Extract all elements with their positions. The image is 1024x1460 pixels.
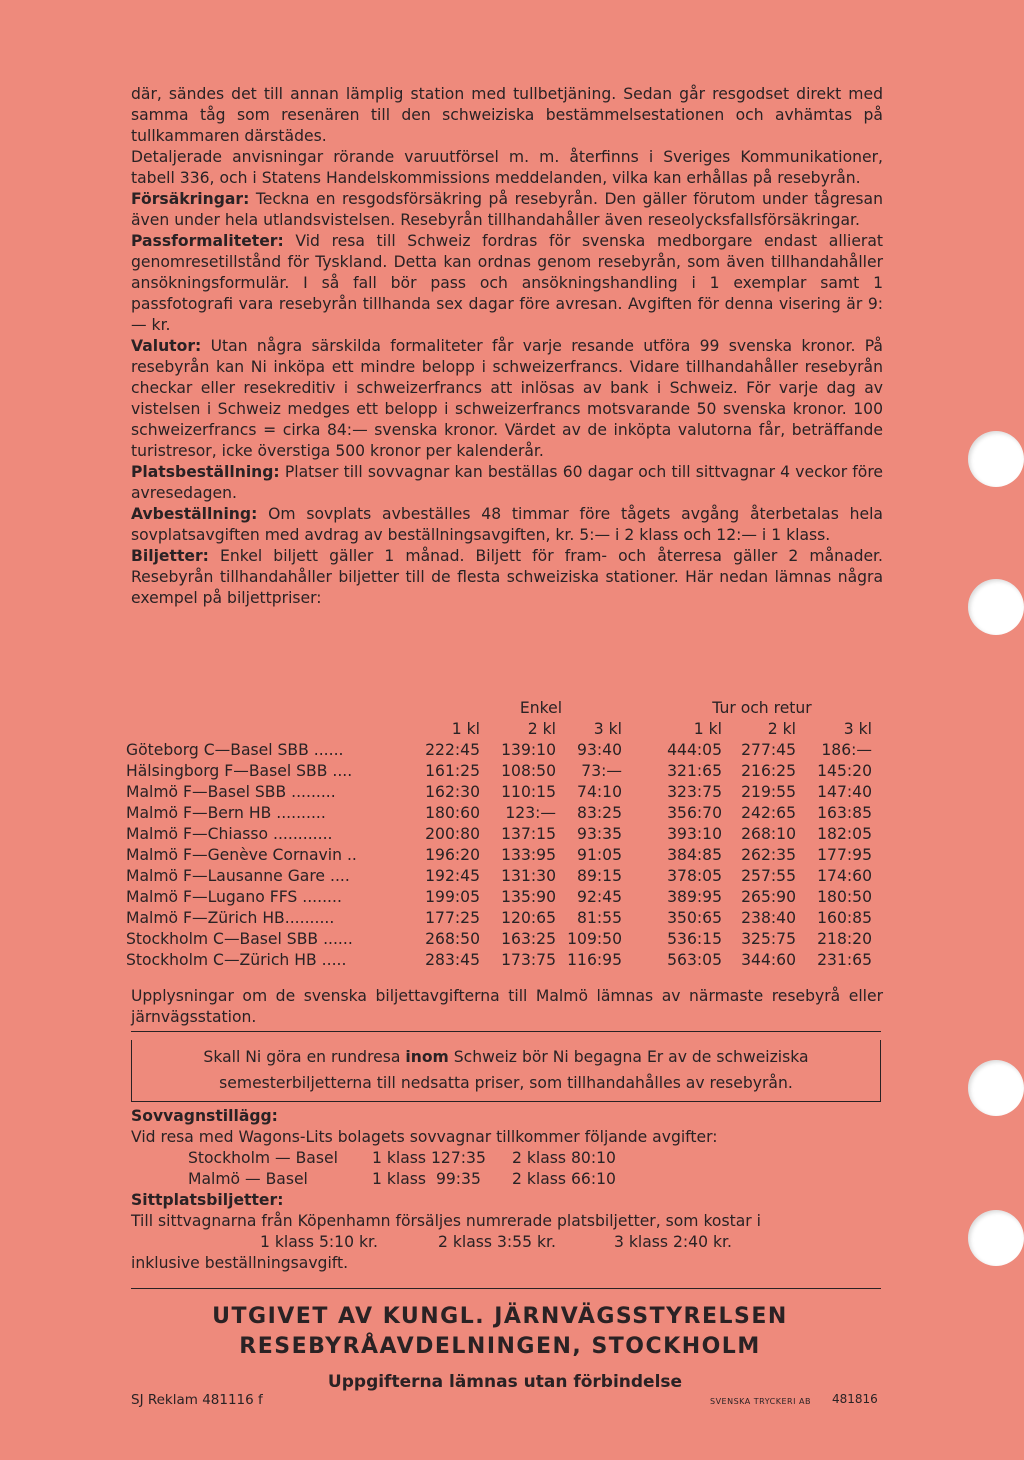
route-cell	[126, 782, 410, 803]
price-cell: 163:25	[501, 930, 556, 948]
punch-hole	[968, 1060, 1024, 1116]
price-row	[126, 824, 872, 845]
price-cell: 268:50	[425, 930, 480, 948]
price-cell: 199:05	[425, 888, 480, 906]
route-cell	[126, 866, 410, 887]
leader-dots: ..........	[284, 909, 335, 927]
box-text: Skall Ni göra en rundresa	[203, 1048, 406, 1066]
price-cell: 350:65	[667, 909, 722, 927]
sleeper-first-class: 1 klass 99:35	[372, 1170, 481, 1188]
sleeper-first-class: 1 klass 127:35	[372, 1149, 486, 1167]
price-row	[126, 740, 872, 761]
punch-hole	[968, 431, 1024, 487]
price-row	[126, 908, 872, 929]
class-header: 3 kl	[593, 720, 622, 738]
paragraph-info: Upplysningar om de svenska biljettavgifterna till Malmö lämnas av närmaste resebyrå eller järnvägsstation.	[131, 987, 883, 1026]
price-cell: 91:05	[577, 846, 622, 864]
leader-dots: ..........	[271, 804, 326, 822]
price-cell: 200:80	[425, 825, 480, 843]
publisher-line-2: RESEBYRÅAVDELNINGEN, STOCKHOLM	[239, 1334, 761, 1359]
route-name: Malmö F—Lausanne Gare	[126, 867, 326, 885]
price-cell: 325:75	[741, 930, 796, 948]
tickets-heading: Biljetter:	[131, 547, 209, 565]
sleeper-heading: Sovvagnstillägg:	[131, 1107, 278, 1125]
price-cell: 283:45	[425, 951, 480, 969]
class-header: 1 kl	[451, 720, 480, 738]
route-cell	[126, 950, 410, 971]
paragraph-tickets	[131, 546, 883, 609]
price-cell: 120:65	[501, 909, 556, 927]
box-top-rule	[131, 1031, 881, 1032]
price-cell: 147:40	[817, 783, 872, 801]
price-cell: 160:85	[817, 909, 872, 927]
seat-section	[131, 1190, 883, 1232]
price-cell: 389:95	[667, 888, 722, 906]
price-cell: 108:50	[501, 762, 556, 780]
sleeper-intro: Vid resa med Wagons-Lits bolagets sovvagnar tillkommer följande avgifter:	[131, 1128, 718, 1146]
price-cell: 393:10	[667, 825, 722, 843]
price-cell: 563:05	[667, 951, 722, 969]
leader-dots: ....	[327, 762, 353, 780]
seat-heading: Sittplatsbiljetter:	[131, 1191, 284, 1209]
box-text: Schweiz bör Ni begagna Er av de schweiziska	[448, 1048, 809, 1066]
route-cell	[126, 740, 410, 761]
leader-dots: ......	[308, 741, 344, 759]
publisher-line-1: UTGIVET AV KUNGL. JÄRNVÄGSSTYRELSEN	[212, 1304, 788, 1329]
price-cell: 222:45	[425, 741, 480, 759]
price-cell: 74:10	[577, 783, 622, 801]
price-cell: 192:45	[425, 867, 480, 885]
class-header: 2 kl	[527, 720, 556, 738]
seat-intro: Till sittvagnarna från Köpenhamn försäljes numrerade platsbiljetter, som kostar i	[131, 1212, 761, 1230]
currency-text: Utan några särskilda formaliteter får varje resande utföra 99 svenska kronor. På resebyrån kan Ni inköpa ett mindre belopp i schweizerfrancs. Vidare tillhandahåller resebyrån checkar eller resekreditiv i schweizerfrancs att inlösas av bank i Schweiz. För varje dag av vistelsen i Schweiz medges ett belopp i schweizerfrancs motsvarande 50 svenska kronor. 100 schweizerfrancs = cirka 84:— svenska kronor. Värdet av de inköpta valutorna får, beträffande turistresor, icke överstiga 500 kronor per kalenderår.	[131, 337, 883, 460]
price-cell: 242:65	[741, 804, 796, 822]
seat-second-class: 2 klass 3:55 kr.	[438, 1233, 556, 1251]
class-header: 3 kl	[843, 720, 872, 738]
paragraph-export: Detaljerade anvisningar rörande varuutförsel m. m. återfinns i Sveriges Kommunikationer, tabell 336, och i Statens Handelskommissions meddelanden, vilka kan erhållas på resebyrån.	[131, 148, 883, 187]
route-name: Göteborg C—Basel SBB	[126, 741, 309, 759]
body-text	[131, 84, 883, 609]
price-cell: 265:90	[741, 888, 796, 906]
sleeper-route: Stockholm — Basel	[188, 1149, 338, 1167]
sleeper-row	[188, 1169, 688, 1190]
price-cell: 384:85	[667, 846, 722, 864]
insurance-heading: Försäkringar:	[131, 190, 250, 208]
after-table-text	[131, 986, 883, 1028]
price-cell: 218:20	[817, 930, 872, 948]
class-header: 2 kl	[767, 720, 796, 738]
punch-hole	[968, 579, 1024, 635]
price-cell: 123:—	[505, 804, 556, 822]
price-cell: 219:55	[741, 783, 796, 801]
roundtrip-box	[131, 1040, 881, 1102]
paragraph-insurance	[131, 189, 883, 231]
box-bottom-rule	[131, 1101, 881, 1102]
price-cell: 137:15	[501, 825, 556, 843]
paragraph-customs: där, sändes det till annan lämplig station med tullbetjäning. Sedan går resgodset direkt med samma tåg som resenären till den schweiziska bestämmelsestationen och avhämtas på tullkammaren därstädes.	[131, 85, 883, 145]
price-cell: 321:65	[667, 762, 722, 780]
reservation-heading: Platsbeställning:	[131, 463, 280, 481]
sleeper-route: Malmö — Basel	[188, 1170, 308, 1188]
price-cell: 163:85	[817, 804, 872, 822]
currency-heading: Valutor:	[131, 337, 202, 355]
price-cell: 131:30	[501, 867, 556, 885]
sleeper-section	[131, 1106, 883, 1148]
route-cell	[126, 929, 410, 950]
price-cell: 83:25	[577, 804, 622, 822]
passport-heading: Passformaliteter:	[131, 232, 284, 250]
route-name: Stockholm C—Zürich HB	[126, 951, 317, 969]
price-row	[126, 929, 872, 950]
price-row	[126, 782, 872, 803]
leader-dots: .........	[286, 783, 336, 801]
route-cell	[126, 908, 410, 929]
seat-first-class: 1 klass 5:10 kr.	[260, 1233, 378, 1251]
punch-hole	[968, 1210, 1024, 1266]
price-cell: 238:40	[741, 909, 796, 927]
price-row	[126, 803, 872, 824]
route-cell	[126, 803, 410, 824]
price-cell: 180:50	[817, 888, 872, 906]
leader-dots: ........	[297, 888, 342, 906]
insurance-text: Teckna en resgodsförsäkring på resebyrån. Den gäller förutom under tågresan även under hela utlandsvistelsen. Resebyrån tillhandahåller även reseolycksfallsförsäkringar.	[131, 190, 883, 229]
price-cell: 92:45	[577, 888, 622, 906]
price-cell: 161:25	[425, 762, 480, 780]
route-cell	[126, 845, 410, 866]
price-cell: 177:25	[425, 909, 480, 927]
price-cell: 323:75	[667, 783, 722, 801]
price-cell: 116:95	[567, 951, 622, 969]
passport-text: Vid resa till Schweiz fordras för svenska medborgare endast allierat genomresetillstånd för Tyskland. Detta kan ordnas genom resebyrån, som även tillhandahåller ansökningsformulär. I så fall bör pass och ansökningshandling i 1 exemplar samt 1 passfotografi vara resebyrån tillhanda sex dagar före avresan. Avgiften för denna visering är 9:— kr.	[131, 232, 883, 334]
paragraph-currency	[131, 336, 883, 462]
box-line-1	[132, 1044, 880, 1070]
paragraph-reservation	[131, 462, 883, 504]
paragraph-passport	[131, 231, 883, 336]
price-cell: 139:10	[501, 741, 556, 759]
price-cell: 173:75	[501, 951, 556, 969]
price-cell: 109:50	[567, 930, 622, 948]
price-row	[126, 887, 872, 908]
price-cell: 277:45	[741, 741, 796, 759]
route-name: Malmö F—Zürich HB	[126, 909, 285, 927]
leader-dots: ............	[268, 825, 333, 843]
tickets-text: Enkel biljett gäller 1 månad. Biljett för fram- och återresa gäller 2 månader. Resebyrån tillhandahåller biljetter till de flesta schweiziska stationer. Här nedan lämnas några exempel på biljettpriser:	[131, 547, 883, 607]
sleeper-prices	[188, 1148, 688, 1190]
price-row	[126, 761, 872, 782]
price-cell: 177:95	[817, 846, 872, 864]
price-cell: 180:60	[425, 804, 480, 822]
paragraph-cancellation	[131, 504, 883, 546]
box-line-2: semesterbiljetterna till nedsatta priser, som tillhandahålles av resebyrån.	[219, 1074, 793, 1092]
price-row	[126, 866, 872, 887]
price-cell: 356:70	[667, 804, 722, 822]
box-emphasis: inom	[405, 1048, 449, 1066]
route-cell	[126, 887, 410, 908]
print-code-left: SJ Reklam 481116 f	[131, 1392, 263, 1408]
price-cell: 93:35	[577, 825, 622, 843]
sleeper-second-class: 2 klass 80:10	[512, 1149, 616, 1167]
price-cell: 133:95	[501, 846, 556, 864]
price-cell: 162:30	[425, 783, 480, 801]
printer-code: 481816	[832, 1392, 878, 1406]
route-cell	[126, 761, 410, 782]
price-cell: 196:20	[425, 846, 480, 864]
price-cell: 444:05	[667, 741, 722, 759]
price-cell: 145:20	[817, 762, 872, 780]
price-cell: 536:15	[667, 930, 722, 948]
route-name: Stockholm C—Basel SBB	[126, 930, 319, 948]
price-cell: 73:—	[581, 762, 622, 780]
disclaimer: Uppgifterna lämnas utan förbindelse	[327, 1372, 683, 1392]
reservation-text: Platser till sovvagnar kan beställas 60 dagar och till sittvagnar 4 veckor före avresedagen.	[131, 463, 883, 502]
price-cell: 344:60	[741, 951, 796, 969]
price-cell: 81:55	[577, 909, 622, 927]
price-cell: 216:25	[741, 762, 796, 780]
price-row	[126, 950, 872, 971]
cancellation-heading: Avbeställning:	[131, 505, 258, 523]
footer-rule	[131, 1288, 881, 1289]
route-name: Malmö F—Lugano FFS	[126, 888, 298, 906]
route-name: Malmö F—Bern HB	[126, 804, 272, 822]
sleeper-second-class: 2 klass 66:10	[512, 1170, 616, 1188]
route-name: Malmö F—Chiasso	[126, 825, 269, 843]
leader-dots: ....	[325, 867, 350, 885]
price-cell: 182:05	[817, 825, 872, 843]
group-header-return: Tur och retur	[712, 699, 812, 717]
printer-name: SVENSKA TRYCKERI AB	[710, 1397, 811, 1406]
price-table	[126, 698, 872, 971]
price-cell: 262:35	[741, 846, 796, 864]
seat-outro: inklusive beställningsavgift.	[131, 1254, 349, 1272]
group-header-single: Enkel	[519, 699, 563, 717]
price-cell: 93:40	[577, 741, 622, 759]
cancellation-text: Om sovplats avbeställes 48 timmar före tågets avgång återbetalas hela sovplatsavgiften med avdrag av beställningsavgiften, kr. 5:— i 2 klass och 12:— i 1 klass.	[131, 505, 883, 544]
seat-outro-wrap	[131, 1253, 883, 1274]
price-cell: 110:15	[501, 783, 556, 801]
price-cell: 89:15	[577, 867, 622, 885]
price-cell: 257:55	[741, 867, 796, 885]
price-cell: 231:65	[817, 951, 872, 969]
route-name: Malmö F—Basel SBB	[126, 783, 287, 801]
route-cell	[126, 824, 410, 845]
leader-dots: ..	[341, 846, 357, 864]
price-row	[126, 845, 872, 866]
route-name: Hälsingborg F—Basel SBB	[126, 762, 328, 780]
seat-prices	[260, 1232, 820, 1253]
price-cell: 174:60	[817, 867, 872, 885]
price-cell: 135:90	[501, 888, 556, 906]
sleeper-row	[188, 1148, 688, 1169]
leader-dots: .....	[316, 951, 347, 969]
leader-dots: ......	[318, 930, 353, 948]
class-header: 1 kl	[693, 720, 722, 738]
price-cell: 186:—	[821, 741, 872, 759]
seat-third-class: 3 klass 2:40 kr.	[614, 1233, 732, 1251]
route-name: Malmö F—Genève Cornavin	[126, 846, 342, 864]
price-cell: 268:10	[741, 825, 796, 843]
price-cell: 378:05	[667, 867, 722, 885]
